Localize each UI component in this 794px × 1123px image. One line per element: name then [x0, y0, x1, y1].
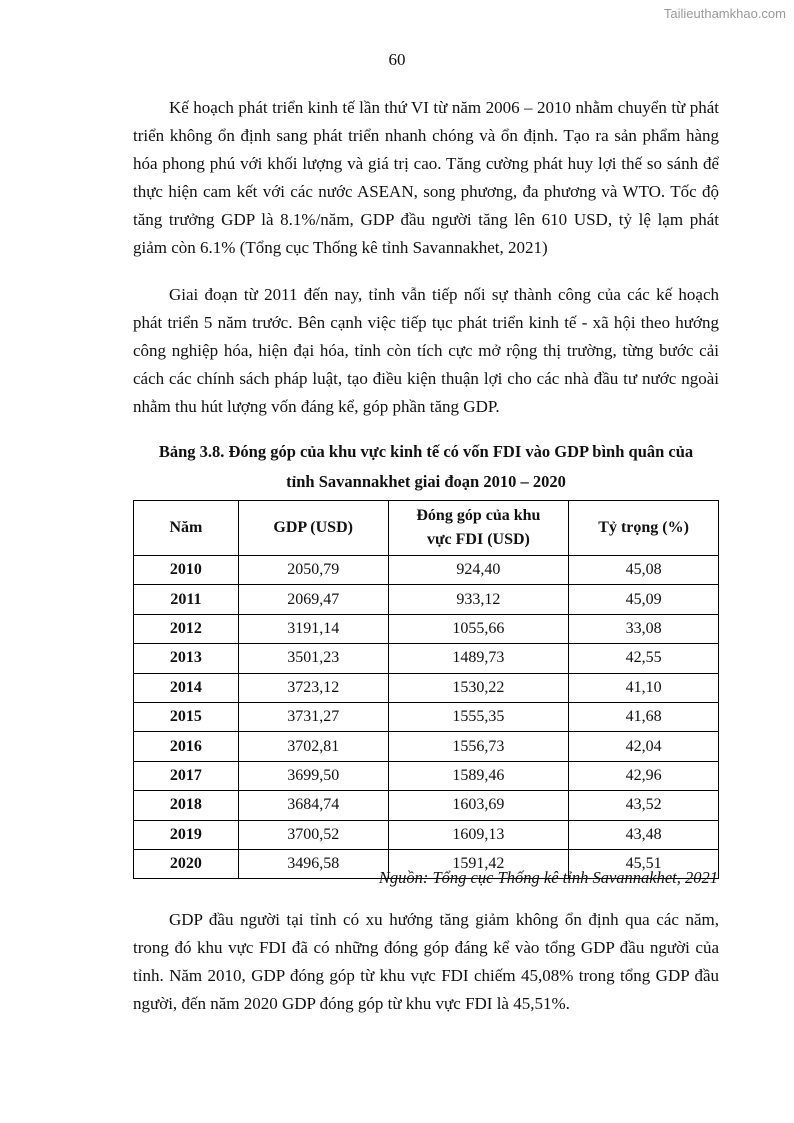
cell-gdp: 3684,74: [238, 791, 388, 820]
cell-fdi: 1603,69: [388, 791, 569, 820]
cell-fdi: 1055,66: [388, 614, 569, 643]
cell-ratio: 45,51: [569, 849, 719, 878]
header-fdi-line1: Đóng góp của khu: [416, 507, 541, 524]
table-row: [134, 585, 719, 614]
table-body: [134, 556, 719, 879]
cell-fdi: 1489,73: [388, 644, 569, 673]
cell-gdp: 3723,12: [238, 673, 388, 702]
cell-gdp: 3501,23: [238, 644, 388, 673]
paragraph-gdp-per-capita: GDP đầu người tại tỉnh có xu hướng tăng giảm không ổn định qua các năm, trong đó khu vực FDI đã có những đóng góp đáng kể vào tổng GDP đầu người của tỉnh. Năm 2010, GDP đóng góp từ khu vực FDI chiếm 45,08% trong tổng GDP đầu người, đến năm 2020 GDP đóng góp từ khu vực FDI là 45,51%.: [133, 910, 719, 1013]
cell-year: 2014: [134, 673, 239, 702]
cell-fdi: 1591,42: [388, 849, 569, 878]
cell-fdi: 924,40: [388, 556, 569, 585]
table-row: [134, 761, 719, 790]
table-caption-line2: tỉnh Savannakhet giai đoạn 2010 – 2020: [286, 472, 566, 491]
cell-fdi: 1589,46: [388, 761, 569, 790]
cell-ratio: 45,08: [569, 556, 719, 585]
cell-ratio: 42,55: [569, 644, 719, 673]
cell-year: 2011: [134, 585, 239, 614]
table-row: [134, 556, 719, 585]
cell-gdp: 3731,27: [238, 702, 388, 731]
cell-gdp: 3699,50: [238, 761, 388, 790]
cell-year: 2015: [134, 702, 239, 731]
paragraph-fdi-plan-2006-2010: Kế hoạch phát triển kinh tế lần thứ VI từ năm 2006 – 2010 nhằm chuyển từ phát triển không ổn định sang phát triển nhanh chóng và ổn định. Tạo ra sản phẩm hàng hóa phong phú với khối lượng và giá trị cao. Tăng cường phát huy lợi thế so sánh để thực hiện cam kết với các nước ASEAN, song phương, đa phương và WTO. Tốc độ tăng trưởng GDP là 8.1%/năm, GDP đầu người tăng lên 610 USD, tỷ lệ lạm phát giảm còn 6.1% (Tổng cục Thống kê tỉnh Savannakhet, 2021): [133, 98, 719, 257]
cell-year: 2017: [134, 761, 239, 790]
cell-fdi: 1609,13: [388, 820, 569, 849]
page-number: 60: [388, 50, 406, 69]
cell-gdp: 2050,79: [238, 556, 388, 585]
cell-ratio: 33,08: [569, 614, 719, 643]
cell-ratio: 43,48: [569, 820, 719, 849]
table-caption: [133, 437, 719, 497]
table-source: Nguồn: Tổng cục Thống kê tỉnh Savannakhet, 2021: [378, 868, 718, 887]
cell-year: 2016: [134, 732, 239, 761]
cell-ratio: 42,04: [569, 732, 719, 761]
cell-ratio: 45,09: [569, 585, 719, 614]
cell-year: 2013: [134, 644, 239, 673]
cell-gdp: 3191,14: [238, 614, 388, 643]
table-row: [134, 702, 719, 731]
table-row: [134, 791, 719, 820]
table-row: [134, 820, 719, 849]
paragraph-2011-onward: Giai đoạn từ 2011 đến nay, tỉnh vẫn tiếp nối sự thành công của các kế hoạch phát triển 5 năm trước. Bên cạnh việc tiếp tục phát triển kinh tế - xã hội theo hướng công nghiệp hóa, hiện đại hóa, tỉnh còn tích cực mở rộng thị trường, từng bước cải cách các chính sách pháp luật, tạo điều kiện thuận lợi cho các nhà đầu tư nước ngoài nhằm thu hút lượng vốn đáng kể, góp phần tăng GDP.: [133, 285, 719, 416]
header-ratio: Tỷ trọng (%): [569, 501, 719, 556]
cell-year: 2010: [134, 556, 239, 585]
table-row: [134, 732, 719, 761]
cell-year: 2020: [134, 849, 239, 878]
cell-fdi: 933,12: [388, 585, 569, 614]
cell-fdi: 1556,73: [388, 732, 569, 761]
cell-ratio: 42,96: [569, 761, 719, 790]
watermark: Tailieuthamkhao.com: [663, 6, 786, 21]
cell-gdp: 3700,52: [238, 820, 388, 849]
header-fdi-contribution: [388, 501, 569, 556]
cell-year: 2019: [134, 820, 239, 849]
header-fdi-line2: vực FDI (USD): [426, 531, 530, 548]
cell-fdi: 1530,22: [388, 673, 569, 702]
header-year: Năm: [134, 501, 239, 556]
cell-ratio: 43,52: [569, 791, 719, 820]
header-gdp: GDP (USD): [238, 501, 388, 556]
table-row: [134, 673, 719, 702]
table-row: [134, 614, 719, 643]
table-header-row: [134, 501, 719, 556]
cell-gdp: 3702,81: [238, 732, 388, 761]
cell-year: 2012: [134, 614, 239, 643]
cell-ratio: 41,10: [569, 673, 719, 702]
table-caption-line1: Bảng 3.8. Đóng góp của khu vực kinh tế có vốn FDI vào GDP bình quân của: [158, 442, 694, 461]
cell-fdi: 1555,35: [388, 702, 569, 731]
cell-gdp: 3496,58: [238, 849, 388, 878]
fdi-gdp-table: [133, 500, 719, 879]
cell-year: 2018: [134, 791, 239, 820]
table-row: [134, 644, 719, 673]
cell-ratio: 41,68: [569, 702, 719, 731]
cell-gdp: 2069,47: [238, 585, 388, 614]
